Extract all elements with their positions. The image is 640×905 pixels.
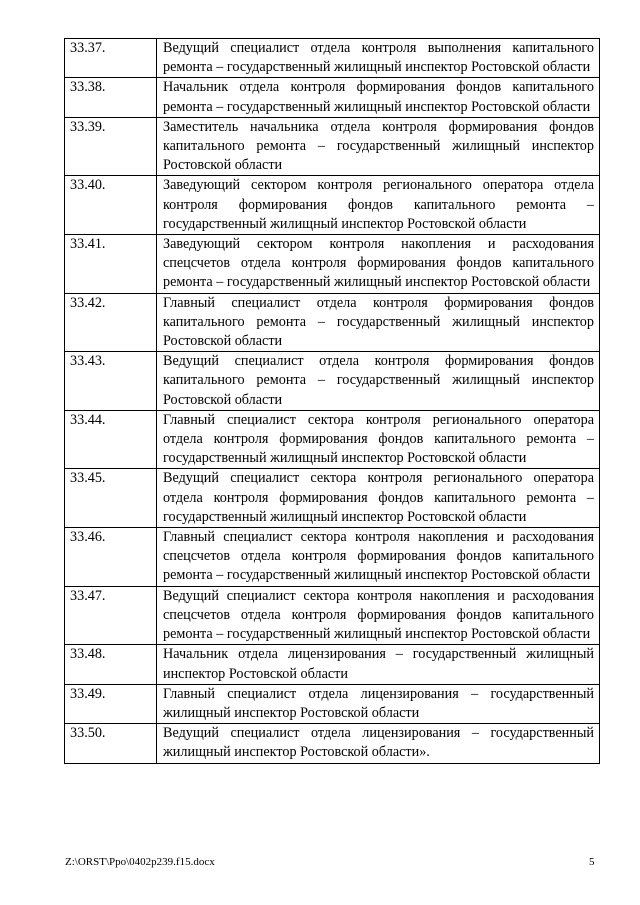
row-number: 33.43. — [65, 352, 157, 411]
row-number: 33.46. — [65, 528, 157, 587]
positions-table-body — [65, 39, 600, 764]
table-row — [65, 684, 600, 723]
row-number: 33.41. — [65, 235, 157, 294]
row-number: 33.40. — [65, 176, 157, 235]
position-title: Ведущий специалист отдела контроля формирования фондов капитального ремонта – государственный жилищный инспектор Ростовской области — [157, 352, 600, 411]
table-row — [65, 586, 600, 645]
position-title: Ведущий специалист сектора контроля накопления и расходования спецсчетов отдела контроля формирования фондов капитального ремонта – государственный жилищный инспектор Ростовской области — [157, 586, 600, 645]
table-row — [65, 39, 600, 78]
row-number: 33.45. — [65, 469, 157, 528]
position-title: Главный специалист отдела лицензирования – государственный жилищный инспектор Ростовской области — [157, 684, 600, 723]
position-title: Заведующий сектором контроля регионального оператора отдела контроля формирования фондов капитального ремонта – государственный жилищный инспектор Ростовской области — [157, 176, 600, 235]
position-title: Заведующий сектором контроля накопления и расходования спецсчетов отдела контроля формирования фондов капитального ремонта – государственный жилищный инспектор Ростовской области — [157, 235, 600, 294]
position-title: Начальник отдела лицензирования – государственный жилищный инспектор Ростовской области — [157, 645, 600, 684]
row-number: 33.48. — [65, 645, 157, 684]
positions-table — [64, 38, 600, 764]
table-row — [65, 469, 600, 528]
footer-file-path: Z:\ORST\Ppo\0402p239.f15.docx — [65, 856, 215, 868]
row-number: 33.38. — [65, 78, 157, 117]
row-number: 33.49. — [65, 684, 157, 723]
table-row — [65, 645, 600, 684]
row-number: 33.37. — [65, 39, 157, 78]
position-title: Заместитель начальника отдела контроля формирования фондов капитального ремонта – государственный жилищный инспектор Ростовской области — [157, 117, 600, 176]
row-number: 33.47. — [65, 586, 157, 645]
position-title: Главный специалист сектора контроля регионального оператора отдела контроля формирования фондов капитального ремонта – государственный жилищный инспектор Ростовской области — [157, 410, 600, 469]
table-row — [65, 352, 600, 411]
position-title: Начальник отдела контроля формирования фондов капитального ремонта – государственный жилищный инспектор Ростовской области — [157, 78, 600, 117]
position-title: Главный специалист сектора контроля накопления и расходования спецсчетов отдела контроля формирования фондов капитального ремонта – государственный жилищный инспектор Ростовской области — [157, 528, 600, 587]
table-row — [65, 117, 600, 176]
row-number: 33.44. — [65, 410, 157, 469]
table-row — [65, 293, 600, 352]
table-row — [65, 176, 600, 235]
table-row — [65, 235, 600, 294]
position-title: Ведущий специалист отдела лицензирования – государственный жилищный инспектор Ростовской области». — [157, 724, 600, 763]
table-row — [65, 410, 600, 469]
table-row — [65, 78, 600, 117]
page-number: 5 — [589, 856, 595, 868]
row-number: 33.50. — [65, 724, 157, 763]
position-title: Ведущий специалист отдела контроля выполнения капитального ремонта – государственный жилищный инспектор Ростовской области — [157, 39, 600, 78]
row-number: 33.39. — [65, 117, 157, 176]
table-row — [65, 724, 600, 763]
position-title: Главный специалист отдела контроля формирования фондов капитального ремонта – государственный жилищный инспектор Ростовской области — [157, 293, 600, 352]
row-number: 33.42. — [65, 293, 157, 352]
position-title: Ведущий специалист сектора контроля регионального оператора отдела контроля формирования фондов капитального ремонта – государственный жилищный инспектор Ростовской области — [157, 469, 600, 528]
table-row — [65, 528, 600, 587]
